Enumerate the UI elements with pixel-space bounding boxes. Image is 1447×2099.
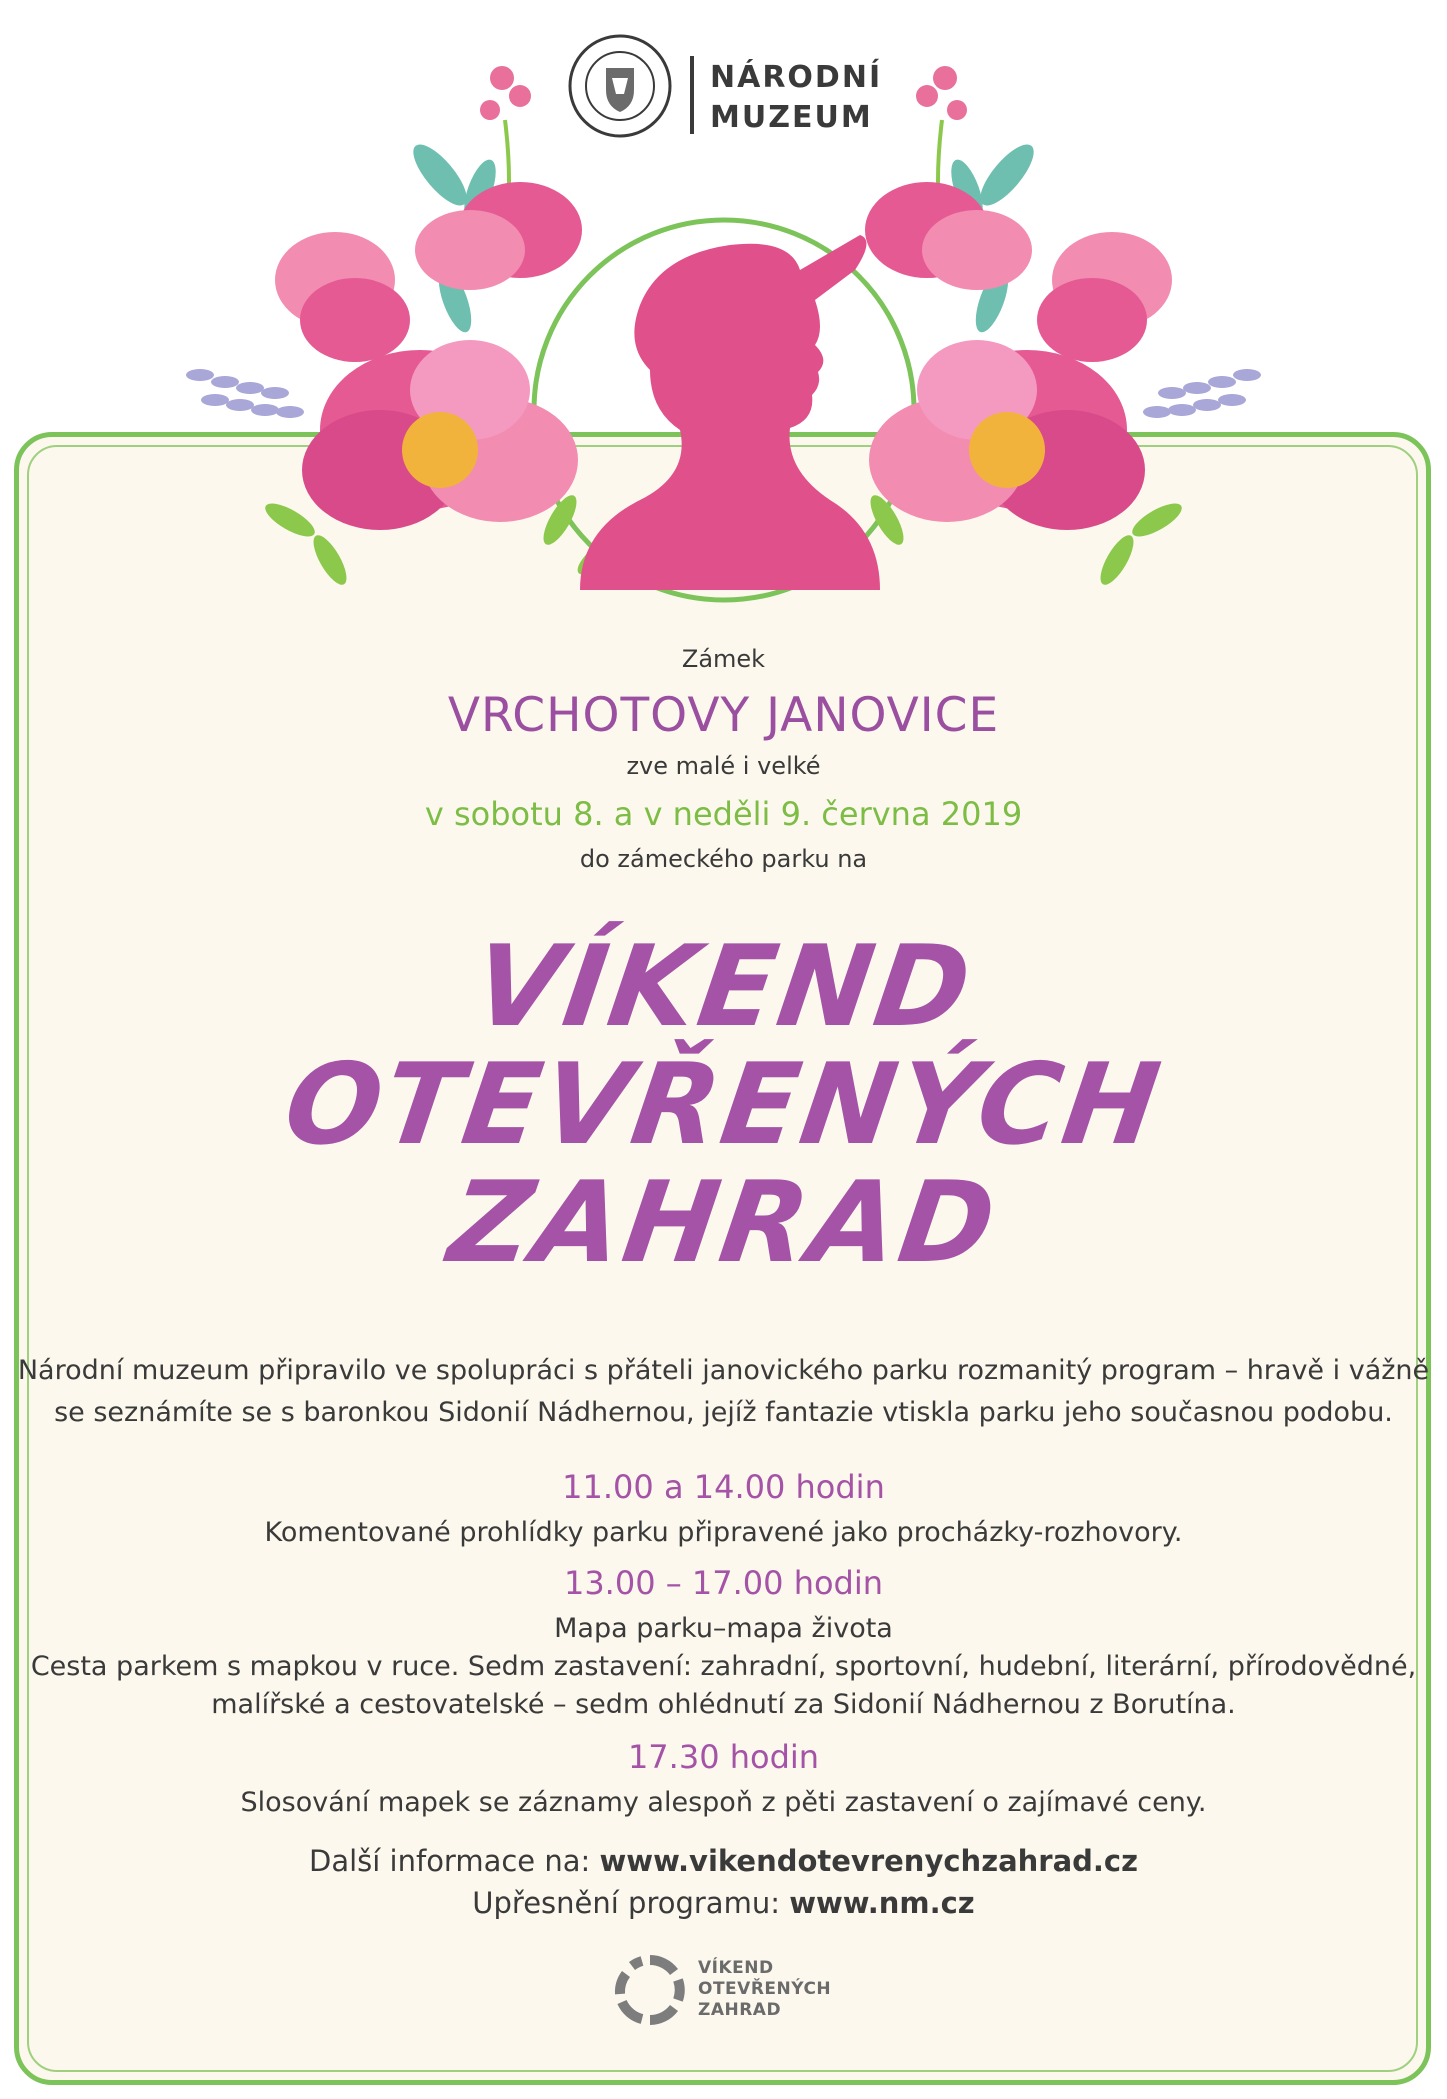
lavender-right: [1143, 369, 1261, 418]
left-flowers: [275, 182, 582, 530]
program-text-2c: malířské a cestovatelské – sedm ohlédnutí za Sidonií Nádhernou z Borutína.: [211, 1689, 1236, 1720]
program-info-row: [0, 1882, 1447, 1924]
program-time-1: 11.00 a 14.00 hodin: [562, 1468, 885, 1506]
more-info-label: Další informace na:: [309, 1844, 591, 1878]
program-time-3: 17.30 hodin: [627, 1738, 820, 1776]
woman-silhouette: [580, 235, 880, 590]
castle-label: Zámek: [681, 645, 766, 673]
gardens-ring-icon: [612, 1952, 688, 2028]
event-title-line2: OTEVŘENÝCH: [277, 1040, 1170, 1170]
right-flowers: [865, 182, 1172, 530]
museum-name: [710, 58, 882, 138]
gardens-logo-line1: VÍKEND: [698, 1958, 774, 1978]
program-info-link[interactable]: www.nm.cz: [789, 1886, 975, 1920]
to-park-text: do zámeckého parku na: [579, 845, 868, 873]
gardens-logo-line2: OTEVŘENÝCH: [698, 1979, 832, 1999]
museum-seal-icon: [566, 28, 674, 146]
program-text-2a: Mapa parku–mapa života: [554, 1613, 893, 1644]
weekend-gardens-logo: [612, 1952, 832, 2032]
program-info-label: Upřesnění programu:: [472, 1886, 780, 1920]
logo-divider: [690, 56, 694, 134]
program-time-2: 13.00 – 17.00 hodin: [563, 1564, 884, 1602]
description-line2: se seznámíte se s baronkou Sidonií Nádhernou, jejíž fantazie vtiskla parku jeho současnou podobu.: [54, 1397, 1393, 1428]
gardens-logo-line3: ZAHRAD: [698, 2000, 782, 2020]
description-line1: Národní muzeum připravilo ve spolupráci s přáteli janovického parku rozmanitý program – hravě i vážně: [17, 1355, 1430, 1386]
more-info-row: [0, 1840, 1447, 1882]
invite-text: zve malé i velké: [626, 752, 821, 780]
more-info-link[interactable]: www.vikendotevrenychzahrad.cz: [599, 1844, 1138, 1878]
gardens-logo-text: [698, 1958, 831, 2021]
program-text-1: Komentované prohlídky parku připravené jako procházky-rozhovory.: [264, 1517, 1183, 1548]
event-date: v sobotu 8. a v neděli 9. června 2019: [424, 795, 1023, 833]
museum-name-line2: MUZEUM: [710, 100, 873, 135]
lavender-left: [186, 369, 304, 418]
program-text-2b: Cesta parkem s mapkou v ruce. Sedm zastavení: zahradní, sportovní, hudební, literární, přírodovědné,: [30, 1651, 1417, 1682]
venue-name: VRCHOTOVY JANOVICE: [447, 688, 1000, 743]
event-title-line1: VÍKEND: [466, 922, 981, 1052]
museum-logo: [566, 20, 896, 160]
museum-name-line1: NÁRODNÍ: [710, 60, 883, 95]
program-text-3: Slosování mapek se záznamy alespoň z pěti zastavení o zajímavé ceny.: [240, 1787, 1207, 1818]
event-title-line3: ZAHRAD: [441, 1158, 1006, 1288]
